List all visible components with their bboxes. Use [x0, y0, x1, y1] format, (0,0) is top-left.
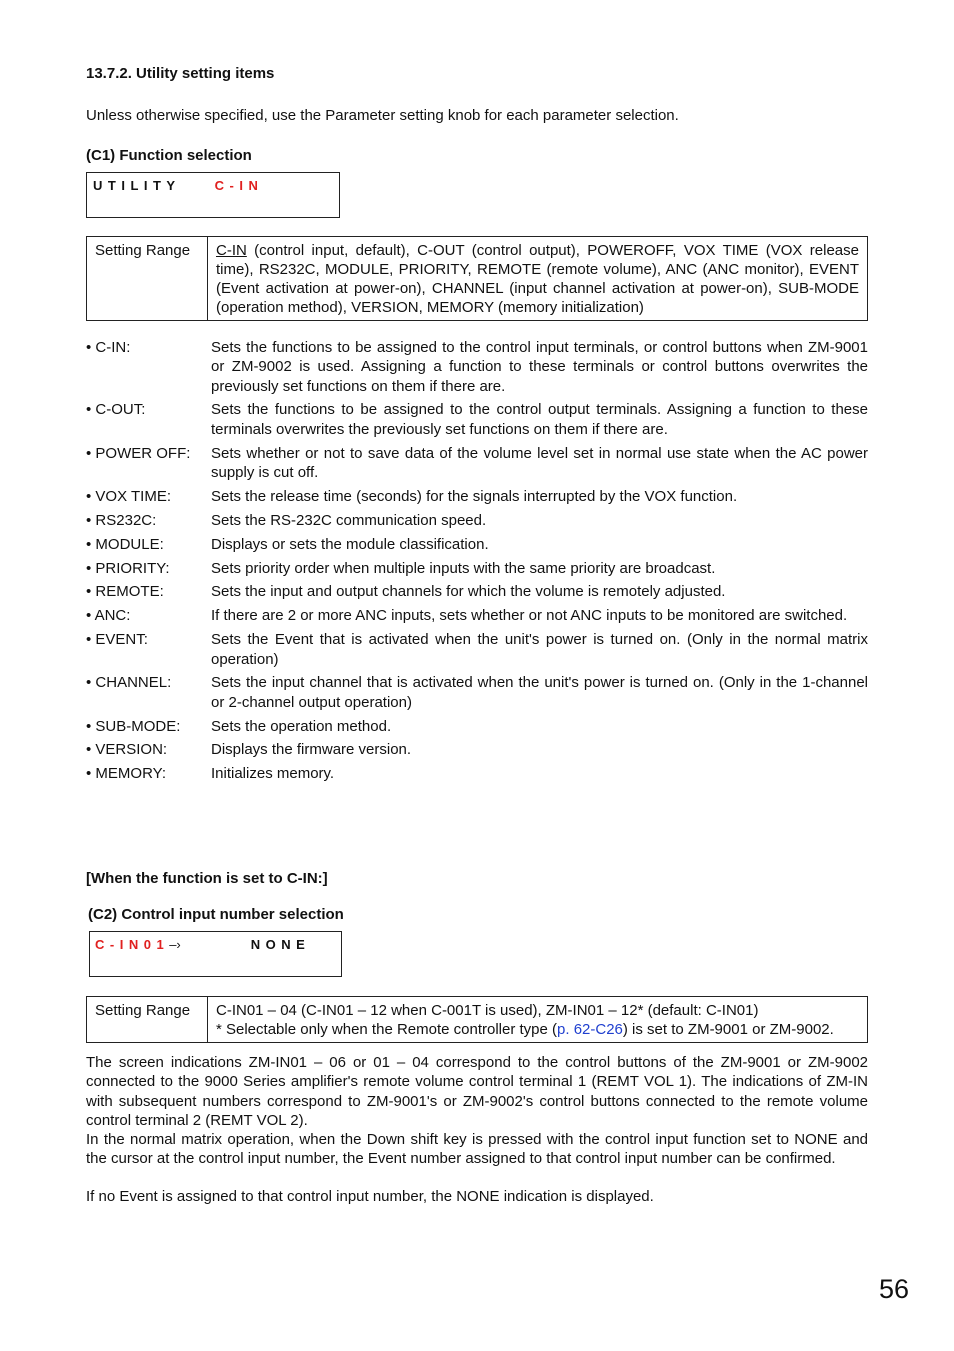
c2-setting-range-table: [86, 996, 868, 1043]
c2-range-value: [208, 997, 868, 1043]
list-item: [86, 400, 868, 439]
c2-lcd-display: [89, 931, 342, 977]
item-desc: Sets the release time (seconds) for the signals interrupted by the VOX function.: [211, 487, 738, 505]
c1-range-rest: (control input, default), C-OUT (control output), POWEROFF, VOX TIME (VOX release time), RS232C, MODULE, PRIORITY, REMOTE (remote volume), ANC (ANC monitor), EVENT (Event activation at power-on), CHANNEL (input channel activation at power-on), SUB-MODE (operation method), VERSION, MEMORY (memory initialization): [216, 242, 859, 316]
item-term: • C-IN:: [86, 339, 131, 356]
c1-lcd-left: UTILITY: [93, 178, 181, 193]
list-item: [86, 764, 868, 783]
function-list: [86, 338, 868, 788]
c2-range-note: * Selectable only when the Remote controller type (: [216, 1021, 558, 1038]
item-desc: Displays the firmware version.: [211, 741, 412, 759]
item-term: • SUB-MODE:: [86, 717, 181, 735]
list-item: [86, 673, 868, 712]
cin-heading: [When the function is set to C-IN:]: [86, 870, 328, 887]
list-item: [86, 717, 868, 736]
list-item: [86, 338, 868, 396]
page-number: 56: [878, 1274, 909, 1304]
c2-lcd-right: NONE: [250, 937, 311, 952]
list-item: [86, 582, 868, 601]
list-item: [86, 511, 868, 530]
item-term: • EVENT:: [86, 631, 148, 649]
c1-lcd-display: [86, 172, 340, 218]
list-item: [86, 559, 868, 578]
item-desc: Sets the functions to be assigned to the control output terminals. Assigning a function to these terminals overwrites the previously set functions on them if there are.: [211, 401, 868, 438]
list-item: [86, 630, 868, 669]
list-item: [86, 535, 868, 554]
item-term: • POWER OFF:: [86, 444, 191, 462]
item-term: • REMOTE:: [86, 583, 164, 601]
c1-lcd-right: C-IN: [214, 178, 264, 193]
c1-title: (C1) Function selection: [86, 147, 252, 164]
c1-setting-range-table: [86, 236, 868, 321]
c2-range-label: Setting Range: [87, 997, 208, 1043]
item-desc: Sets the input channel that is activated when the unit's power is turned on. (Only in the 1-channel or 2-channel output operation): [211, 674, 868, 711]
c2-title: (C2) Control input number selection: [88, 906, 344, 923]
c1-range-value: [208, 237, 868, 321]
arrow-right-icon: –›: [169, 937, 181, 952]
item-desc: Sets the input and output channels for which the volume is remotely adjusted.: [211, 583, 726, 601]
list-item: [86, 740, 868, 759]
item-desc: Sets priority order when multiple inputs with the same priority are broadcast.: [211, 559, 716, 577]
paragraph-2: In the normal matrix operation, when the Down shift key is pressed with the control input function set to NONE and the cursor at the control input number, the Event number assigned to that control input number can be confirmed.: [86, 1131, 868, 1168]
c1-range-label: Setting Range: [87, 237, 208, 321]
item-desc: Sets whether or not to save data of the volume level set in normal use state when the AC power supply is cut off.: [211, 444, 868, 481]
item-desc: If there are 2 or more ANC inputs, sets whether or not ANC inputs to be monitored are switched.: [211, 607, 848, 625]
c1-range-default: C-IN: [216, 242, 247, 259]
c2-lcd-left: C-IN01: [95, 937, 170, 952]
intro-text: Unless otherwise specified, use the Parameter setting knob for each parameter selection.: [86, 107, 679, 124]
item-term: • VOX TIME:: [86, 487, 171, 505]
section-heading: 13.7.2. Utility setting items: [86, 65, 275, 82]
item-desc: Sets the RS-232C communication speed.: [211, 511, 487, 529]
c2-range-line1: C-IN01 – 04 (C-IN01 – 12 when C-001T is used), ZM-IN01 – 12* (default: C-IN01): [216, 1002, 759, 1019]
item-term: • MEMORY:: [86, 765, 166, 783]
paragraph-3: If no Event is assigned to that control input number, the NONE indication is displayed.: [86, 1188, 654, 1205]
item-desc: Sets the operation method.: [211, 717, 392, 735]
item-term: • VERSION:: [86, 741, 168, 759]
item-term: • C-OUT:: [86, 401, 146, 419]
item-term: • PRIORITY:: [86, 559, 170, 577]
paragraph-1: The screen indications ZM-IN01 – 06 or 01 – 04 correspond to the control buttons of the ZM-9001 or ZM-9002 connected to the 9000 Series amplifier's remote volume control terminal 1 (REMT VOL 1). The indications of ZM-IN with subsequent numbers correspond to ZM-9001's or ZM-9002's control buttons connected to the remote volume control terminal 2 (REMT VOL 2).: [86, 1054, 868, 1129]
item-term: • RS232C:: [86, 511, 157, 529]
item-desc: Sets the functions to be assigned to the control input terminals, or control buttons when ZM-9001 or ZM-9002 is used. Assigning a function to these terminals or control buttons overwrites the previously set functions on them if there are.: [211, 339, 868, 395]
item-term: • ANC:: [86, 607, 131, 625]
item-term: • MODULE:: [86, 535, 164, 553]
list-item: [86, 487, 868, 506]
item-desc: Displays or sets the module classification.: [211, 535, 489, 553]
list-item: [86, 444, 868, 483]
item-term: • CHANNEL:: [86, 674, 172, 692]
list-item: [86, 606, 868, 625]
item-desc: Initializes memory.: [211, 765, 335, 783]
c2-range-note-end: ) is set to ZM-9001 or ZM-9002.: [622, 1021, 834, 1038]
page-reference-link[interactable]: p. 62-C26: [557, 1021, 623, 1038]
item-desc: Sets the Event that is activated when the unit's power is turned on. (Only in the normal matrix operation): [211, 631, 868, 668]
c2-range-line2: [216, 1020, 859, 1039]
